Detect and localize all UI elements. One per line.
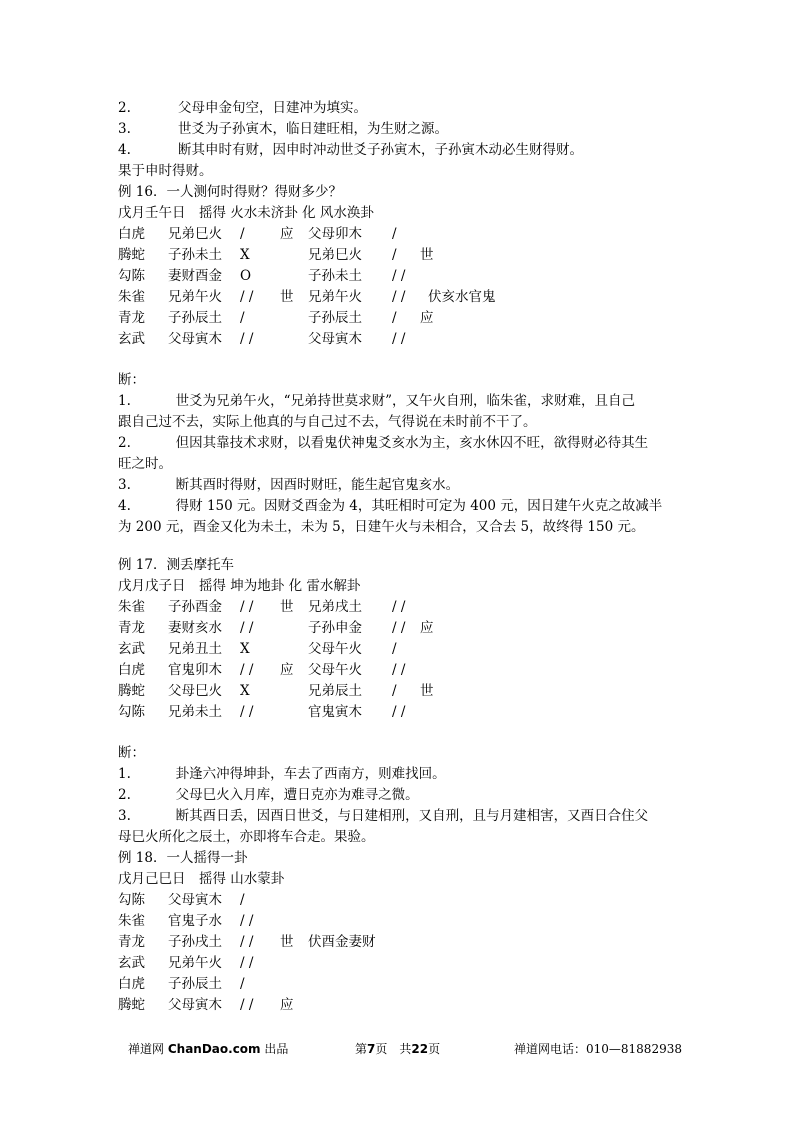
footer-site-domain: ChanDao.com <box>167 1042 261 1056</box>
hexagram-spirit: 勾陈 <box>118 268 145 284</box>
hexagram-spirit: 白虎 <box>118 662 145 678</box>
hexagram-line-name: 父母寅木 <box>168 331 222 347</box>
hexagram-line-mark: / <box>240 976 245 992</box>
hexagram-shi-ying: 应 <box>280 226 294 242</box>
hexagram-line-name: 子孙辰土 <box>168 310 222 326</box>
hexagram-spirit: 腾蛇 <box>118 683 145 699</box>
hexagram-changed-shi-ying: 世 <box>420 683 434 699</box>
hexagram-line-mark: X <box>240 683 250 699</box>
hexagram-changed-line-name: 父母寅木 <box>308 331 362 347</box>
hexagram-line-name: 妻财亥水 <box>168 620 222 636</box>
hexagram-changed-line-mark: / <box>392 683 397 699</box>
top-item-2: 2. 父母申金旬空，日建冲为填实。 <box>118 100 367 116</box>
hexagram-line-mark: / / <box>240 620 254 636</box>
example-16-line: 1. 世爻为兄弟午火，“兄弟持世莫求财”，又午火自刑，临朱雀，求财难，且自己 <box>118 393 635 409</box>
example-16-title: 例 16．一人测何时得财？得财多少？ <box>118 184 342 200</box>
hexagram-line-name: 父母寅木 <box>168 892 222 908</box>
hexagram-spirit: 白虎 <box>118 976 145 992</box>
hexagram-line-name: 父母巳火 <box>168 683 222 699</box>
hexagram-line-mark: / / <box>240 955 254 971</box>
hexagram-changed-shi-ying: 应 <box>420 620 434 636</box>
hexagram-changed-line-mark: / / <box>392 620 406 636</box>
example-17-title: 例 17．测丢摩托车 <box>118 557 234 573</box>
hexagram-changed-line-name: 兄弟辰土 <box>308 683 362 699</box>
hexagram-spirit: 朱雀 <box>118 599 145 615</box>
top-item-3: 3. 世爻为子孙寅木，临日建旺相，为生财之源。 <box>118 121 448 137</box>
top-item-4: 4. 断其申时有财，因申时冲动世爻子孙寅木，子孙寅木动必生财得财。 <box>118 142 583 158</box>
hexagram-line-mark: / <box>240 892 245 908</box>
hexagram-line-name: 兄弟未土 <box>168 704 222 720</box>
hexagram-line-name: 兄弟丑土 <box>168 641 222 657</box>
hexagram-shi-ying: 应 <box>280 662 294 678</box>
hexagram-line-name: 妻财酉金 <box>168 268 222 284</box>
hexagram-changed-line-name: 子孙申金 <box>308 620 362 636</box>
hexagram-changed-line-mark: / / <box>392 599 406 615</box>
example-16-header: 戊月壬午日 摇得 火水未济卦 化 风水涣卦 <box>118 205 374 221</box>
hexagram-line-mark: / / <box>240 662 254 678</box>
hexagram-line-mark: / / <box>240 599 254 615</box>
hexagram-spirit: 玄武 <box>118 955 145 971</box>
hexagram-spirit: 朱雀 <box>118 289 145 305</box>
example-17-line: 2. 父母巳火入月库，遭日克亦为难寻之微。 <box>118 787 419 803</box>
hexagram-changed-line-name: 兄弟巳火 <box>308 247 362 263</box>
hexagram-changed-line-name: 子孙辰土 <box>308 310 362 326</box>
hexagram-line-name: 兄弟午火 <box>168 955 222 971</box>
hexagram-line-name: 子孙辰土 <box>168 976 222 992</box>
hexagram-line-name: 子孙戌土 <box>168 934 222 950</box>
hexagram-changed-line-mark: / <box>392 226 397 242</box>
hexagram-shi-ying: 世 <box>280 599 294 615</box>
hexagram-line-name: 官鬼卯木 <box>168 662 222 678</box>
hexagram-spirit: 玄武 <box>118 641 145 657</box>
hexagram-changed-line-mark: / / <box>392 704 406 720</box>
hexagram-spirit: 腾蛇 <box>118 247 145 263</box>
hexagram-line-name: 子孙未土 <box>168 247 222 263</box>
hexagram-line-mark: / / <box>240 331 254 347</box>
example-16-line: 4. 得财 150 元。因财爻酉金为 4，其旺相时可定为 400 元，因日建午火克之故减半 <box>118 498 663 514</box>
hexagram-spirit: 朱雀 <box>118 913 145 929</box>
hexagram-changed-line-mark: / / <box>392 331 406 347</box>
hexagram-line-name: 兄弟巳火 <box>168 226 222 242</box>
hexagram-line-mark: / / <box>240 934 254 950</box>
example-17-line: 3. 断其酉日丢，因酉日世爻，与日建相刑，又自刑，且与月建相害，又酉日合住父 <box>118 808 649 824</box>
hexagram-changed-line-name: 父母卯木 <box>308 226 362 242</box>
hexagram-spirit: 玄武 <box>118 331 145 347</box>
hexagram-line-mark: / / <box>240 704 254 720</box>
hexagram-line-mark: X <box>240 247 250 263</box>
example-16-line: 旺之时。 <box>118 456 172 472</box>
hexagram-shi-ying: 世 <box>280 934 294 950</box>
hexagram-changed-line-mark: / / <box>392 268 406 284</box>
hexagram-line-mark: / / <box>240 997 254 1013</box>
hexagram-shi-ying: 应 <box>280 997 294 1013</box>
example-18-header: 戊月己巳日 摇得 山水蒙卦 <box>118 871 285 887</box>
example-17-header: 戊月戊子日 摇得 坤为地卦 化 雷水解卦 <box>118 578 361 594</box>
hexagram-changed-line-mark: / <box>392 310 397 326</box>
hexagram-spirit: 青龙 <box>118 620 145 636</box>
hexagram-changed-line-mark: / <box>392 247 397 263</box>
hexagram-spirit: 勾陈 <box>118 704 145 720</box>
hexagram-changed-shi-ying: 应 <box>420 310 434 326</box>
footer-page-number: 第7页 共22页 <box>355 1042 441 1056</box>
hexagram-changed-line-name: 伏酉金妻财 <box>308 934 376 950</box>
hexagram-fu-shen: 伏亥水官鬼 <box>428 289 496 305</box>
hexagram-changed-line-name: 父母午火 <box>308 641 362 657</box>
hexagram-line-name: 子孙酉金 <box>168 599 222 615</box>
hexagram-changed-line-mark: / <box>392 641 397 657</box>
hexagram-spirit: 白虎 <box>118 226 145 242</box>
example-17-line: 1. 卦逢六冲得坤卦，车去了西南方，则难找回。 <box>118 766 446 782</box>
example-17-line: 母巳火所化之辰土，亦即将车合走。果验。 <box>118 829 375 845</box>
hexagram-changed-line-mark: / / <box>392 289 406 305</box>
example-18-title: 例 18．一人摇得一卦 <box>118 850 248 866</box>
example-16-line: 为 200 元，酉金又化为未土，未为 5，日建午火与未相合，又合去 5，故终得 150 元。 <box>118 519 645 535</box>
hexagram-line-mark: / / <box>240 913 254 929</box>
hexagram-line-name: 父母寅木 <box>168 997 222 1013</box>
hexagram-changed-shi-ying: 世 <box>420 247 434 263</box>
hexagram-spirit: 勾陈 <box>118 892 145 908</box>
hexagram-spirit: 青龙 <box>118 934 145 950</box>
hexagram-changed-line-name: 父母午火 <box>308 662 362 678</box>
hexagram-line-name: 兄弟午火 <box>168 289 222 305</box>
hexagram-shi-ying: 世 <box>280 289 294 305</box>
hexagram-changed-line-mark: / / <box>392 662 406 678</box>
hexagram-line-name: 官鬼子水 <box>168 913 222 929</box>
hexagram-spirit: 腾蛇 <box>118 997 145 1013</box>
example-17-duan: 断： <box>118 745 145 761</box>
hexagram-line-mark: X <box>240 641 250 657</box>
hexagram-changed-line-name: 兄弟戌土 <box>308 599 362 615</box>
footer-phone: 禅道网电话：010—81882938 <box>514 1042 682 1056</box>
hexagram-line-mark: / <box>240 310 245 326</box>
footer-site: 禅道网 ChanDao.com 出品 <box>128 1042 289 1056</box>
hexagram-line-mark: / <box>240 226 245 242</box>
example-16-line: 跟自己过不去，实际上他真的与自己过不去，气得说在未时前不干了。 <box>118 414 537 430</box>
hexagram-changed-line-name: 官鬼寅木 <box>308 704 362 720</box>
example-16-line: 3. 断其酉时得财，因酉时财旺，能生起官鬼亥水。 <box>118 477 460 493</box>
hexagram-changed-line-name: 子孙未土 <box>308 268 362 284</box>
hexagram-changed-line-name: 兄弟午火 <box>308 289 362 305</box>
example-16-line: 2. 但因其靠技术求财，以看鬼伏神鬼爻亥水为主，亥水休囚不旺，欲得财必待其生 <box>118 435 649 451</box>
hexagram-spirit: 青龙 <box>118 310 145 326</box>
hexagram-line-mark: O <box>240 268 252 284</box>
top-result: 果于申时得财。 <box>118 163 213 179</box>
hexagram-line-mark: / / <box>240 289 254 305</box>
example-16-duan: 断： <box>118 372 145 388</box>
